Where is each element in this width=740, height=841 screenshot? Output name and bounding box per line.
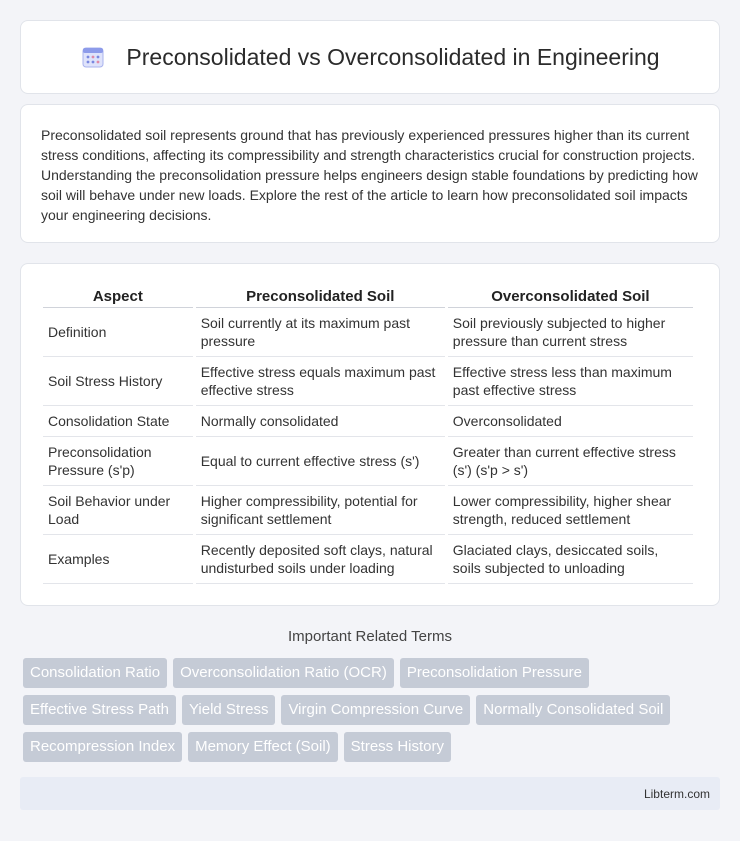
row-aspect: Soil Stress History <box>43 357 193 406</box>
table-header-row <box>43 284 693 308</box>
row-aspect: Soil Behavior under Load <box>43 486 193 535</box>
tag-stress-history[interactable]: Stress History <box>344 732 451 762</box>
tag-memory-effect[interactable]: Memory Effect (Soil) <box>188 732 338 762</box>
row-preconsolidated: Soil currently at its maximum past pressure <box>196 308 445 357</box>
row-preconsolidated: Equal to current effective stress (s') <box>196 437 445 486</box>
row-aspect: Definition <box>43 308 193 357</box>
comparison-table <box>40 284 696 584</box>
page-title: Preconsolidated vs Overconsolidated in Engineering <box>126 43 660 70</box>
table-row <box>43 535 693 584</box>
row-overconsolidated: Glaciated clays, desiccated soils, soils subjected to unloading <box>448 535 693 584</box>
header-aspect: Aspect <box>43 284 193 308</box>
row-overconsolidated: Soil previously subjected to higher pressure than current stress <box>448 308 693 357</box>
table-row <box>43 357 693 406</box>
related-terms-title: Important Related Terms <box>288 628 452 645</box>
row-overconsolidated: Greater than current effective stress (s') (s'p > s') <box>448 437 693 486</box>
row-preconsolidated: Normally consolidated <box>196 406 445 437</box>
row-overconsolidated: Effective stress less than maximum past effective stress <box>448 357 693 406</box>
row-aspect: Preconsolidation Pressure (s'p) <box>43 437 193 486</box>
row-overconsolidated: Lower compressibility, higher shear strength, reduced settlement <box>448 486 693 535</box>
intro-paragraph: Preconsolidated soil represents ground that has previously experienced pressures higher than its current stress conditions, affecting its compressibility and strength characteristics crucial for construction projects. Understanding the preconsolidation pressure helps engineers design stable foundations by predicting how soil will behave under new loads. Explore the rest of the article to learn how preconsolidated soil impacts your engineering decisions. <box>41 127 698 223</box>
intro-card <box>20 104 720 243</box>
tag-consolidation-ratio[interactable]: Consolidation Ratio <box>23 658 167 688</box>
header-overconsolidated: Overconsolidated Soil <box>448 284 693 308</box>
related-terms-list <box>23 658 723 762</box>
row-overconsolidated: Overconsolidated <box>448 406 693 437</box>
table-row <box>43 406 693 437</box>
row-preconsolidated: Recently deposited soft clays, natural undisturbed soils under loading <box>196 535 445 584</box>
tag-preconsolidation-pressure[interactable]: Preconsolidation Pressure <box>400 658 589 688</box>
tag-normally-consolidated-soil[interactable]: Normally Consolidated Soil <box>476 695 670 725</box>
tag-yield-stress[interactable]: Yield Stress <box>182 695 275 725</box>
footer-site-link[interactable]: Libterm.com <box>643 786 710 801</box>
row-preconsolidated: Higher compressibility, potential for significant settlement <box>196 486 445 535</box>
tag-virgin-compression-curve[interactable]: Virgin Compression Curve <box>281 695 470 725</box>
row-aspect: Consolidation State <box>43 406 193 437</box>
table-row <box>43 437 693 486</box>
tag-recompression-index[interactable]: Recompression Index <box>23 732 182 762</box>
header-card <box>20 20 720 94</box>
tag-overconsolidation-ratio[interactable]: Overconsolidation Ratio (OCR) <box>173 658 394 688</box>
row-preconsolidated: Effective stress equals maximum past effective stress <box>196 357 445 406</box>
table-row <box>43 486 693 535</box>
table-row <box>43 308 693 357</box>
comparison-table-card <box>20 263 720 606</box>
footer <box>20 777 720 810</box>
tag-effective-stress-path[interactable]: Effective Stress Path <box>23 695 176 725</box>
row-aspect: Examples <box>43 535 193 584</box>
calendar-grid-icon <box>80 44 106 70</box>
header-preconsolidated: Preconsolidated Soil <box>196 284 445 308</box>
